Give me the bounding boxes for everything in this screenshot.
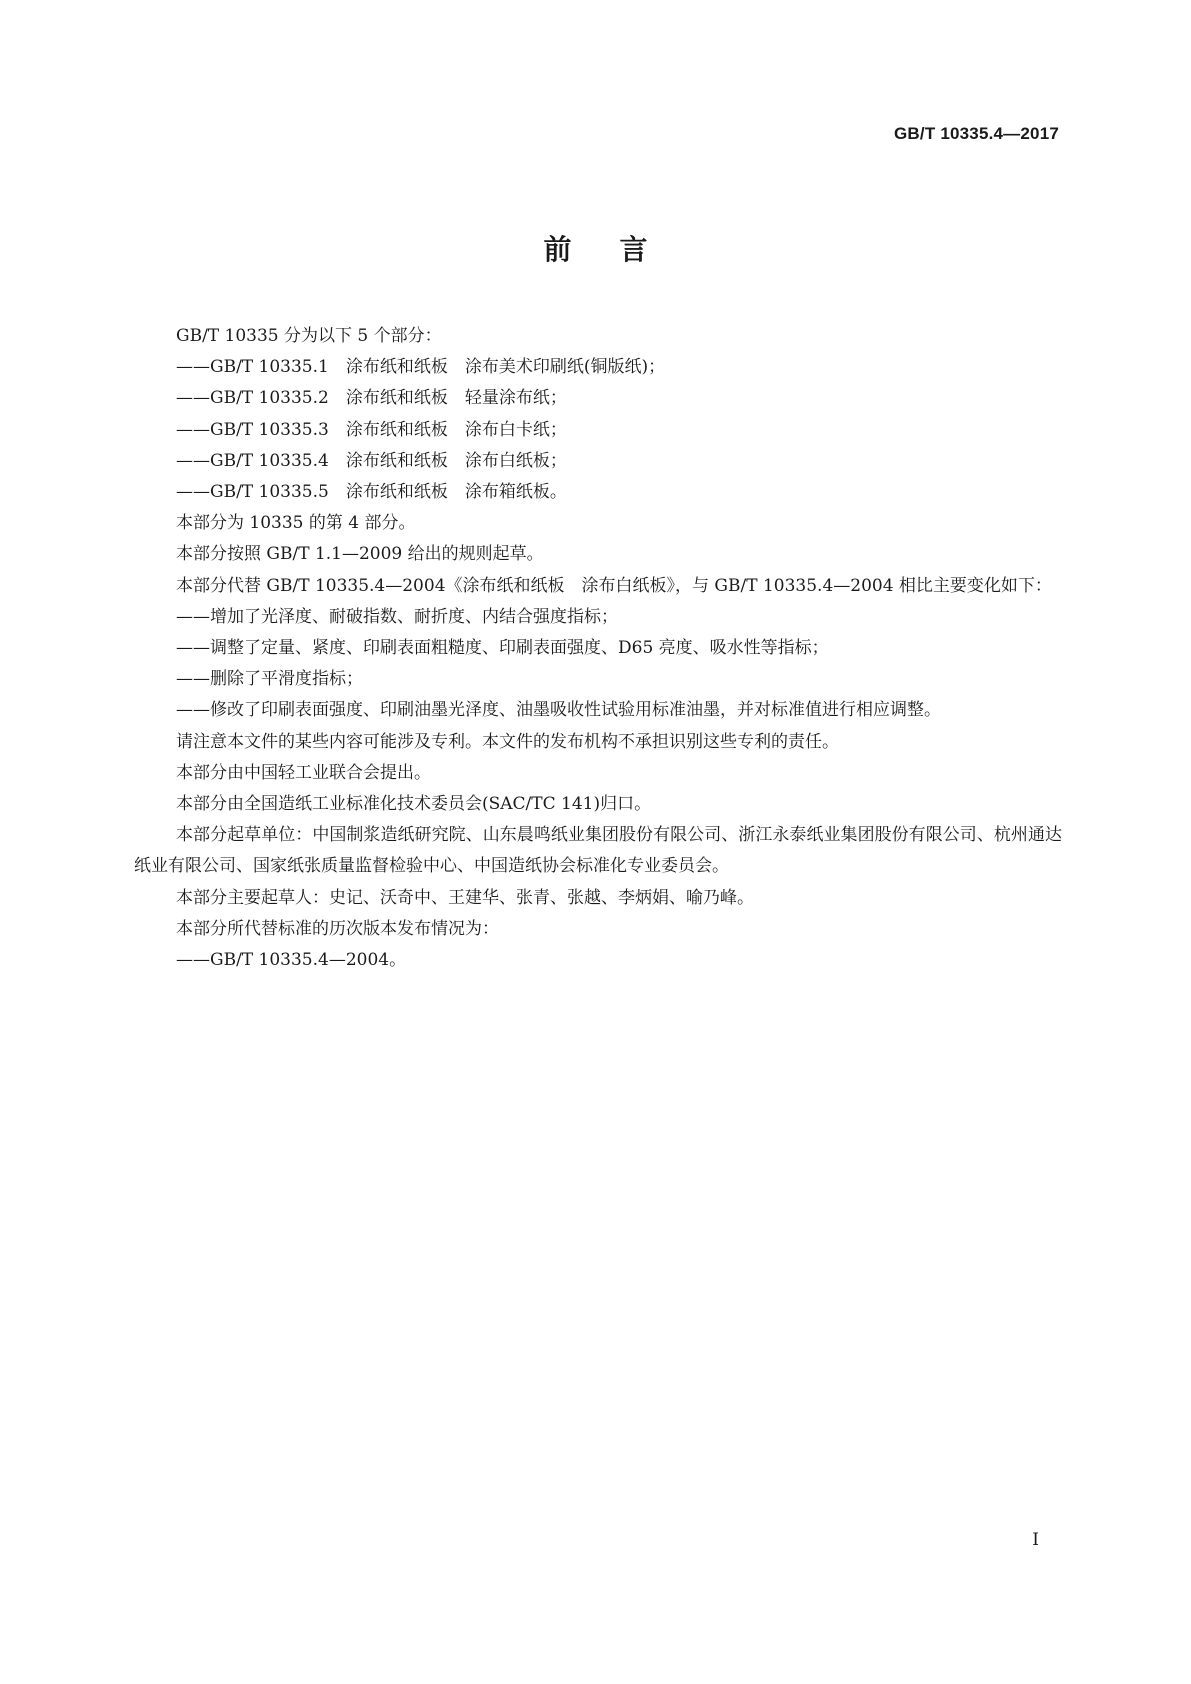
list-item-part-2: ——GB/T 10335.2 涂布纸和纸板 轻量涂布纸； [176, 388, 567, 409]
list-item-change-modified: ——修改了印刷表面强度、印刷油墨光泽度、油墨吸收性试验用标准油墨，并对标准值进行相应调整。 [176, 700, 941, 721]
list-item-part-4: ——GB/T 10335.4 涂布纸和纸板 涂布白纸板； [176, 450, 567, 471]
list-item-previous-edition: ——GB/T 10335.4—2004。 [176, 950, 407, 971]
paragraph-this-part: 本部分为 10335 的第 4 部分。 [176, 513, 416, 534]
paragraph-proposed-by: 本部分由中国轻工业联合会提出。 [176, 762, 431, 783]
paragraph-replaces: 本部分代替 GB/T 10335.4—2004《涂布纸和纸板 涂布白纸板》，与 GB/T 10335.4—2004 相比主要变化如下： [176, 575, 1052, 596]
paragraph-drafting-units: 本部分起草单位：中国制浆造纸研究院、山东晨鸣纸业集团股份有限公司、浙江永泰纸业集团股份有限公司、杭州通达纸业有限公司、国家纸张质量监督检验中心、中国造纸协会标准化专业委员会。 [134, 825, 1062, 877]
list-item-part-1: ——GB/T 10335.1 涂布纸和纸板 涂布美术印刷纸(铜版纸)； [176, 357, 666, 378]
list-item-change-added: ——增加了光泽度、耐破指数、耐折度、内结合强度指标； [176, 606, 618, 627]
list-item-change-deleted: ——删除了平滑度指标； [176, 669, 363, 690]
paragraph-drafters: 本部分主要起草人：史记、沃奇中、王建华、张青、张越、李炳娟、喻乃峰。 [176, 887, 754, 908]
paragraph-previous-editions: 本部分所代替标准的历次版本发布情况为： [176, 918, 499, 939]
paragraph-drafting-rules: 本部分按照 GB/T 1.1—2009 给出的规则起草。 [176, 544, 544, 565]
page-title: 前言 [543, 233, 696, 266]
paragraph-patent-notice: 请注意本文件的某些内容可能涉及专利。本文件的发布机构不承担识别这些专利的责任。 [176, 731, 839, 752]
list-item-change-adjusted: ——调整了定量、紧度、印刷表面粗糙度、印刷表面强度、D65 亮度、吸水性等指标； [176, 638, 829, 659]
paragraph-parts-intro: GB/T 10335 分为以下 5 个部分： [176, 326, 442, 346]
list-item-part-5: ——GB/T 10335.5 涂布纸和纸板 涂布箱纸板。 [176, 482, 567, 503]
list-item-part-3: ——GB/T 10335.3 涂布纸和纸板 涂布白卡纸； [176, 419, 567, 440]
foreword-body [134, 321, 1062, 976]
paragraph-administered-by: 本部分由全国造纸工业标准化技术委员会(SAC/TC 141)归口。 [176, 794, 652, 815]
standard-number: GB/T 10335.4—2017 [894, 124, 1059, 143]
page-number: I [1032, 1530, 1039, 1550]
